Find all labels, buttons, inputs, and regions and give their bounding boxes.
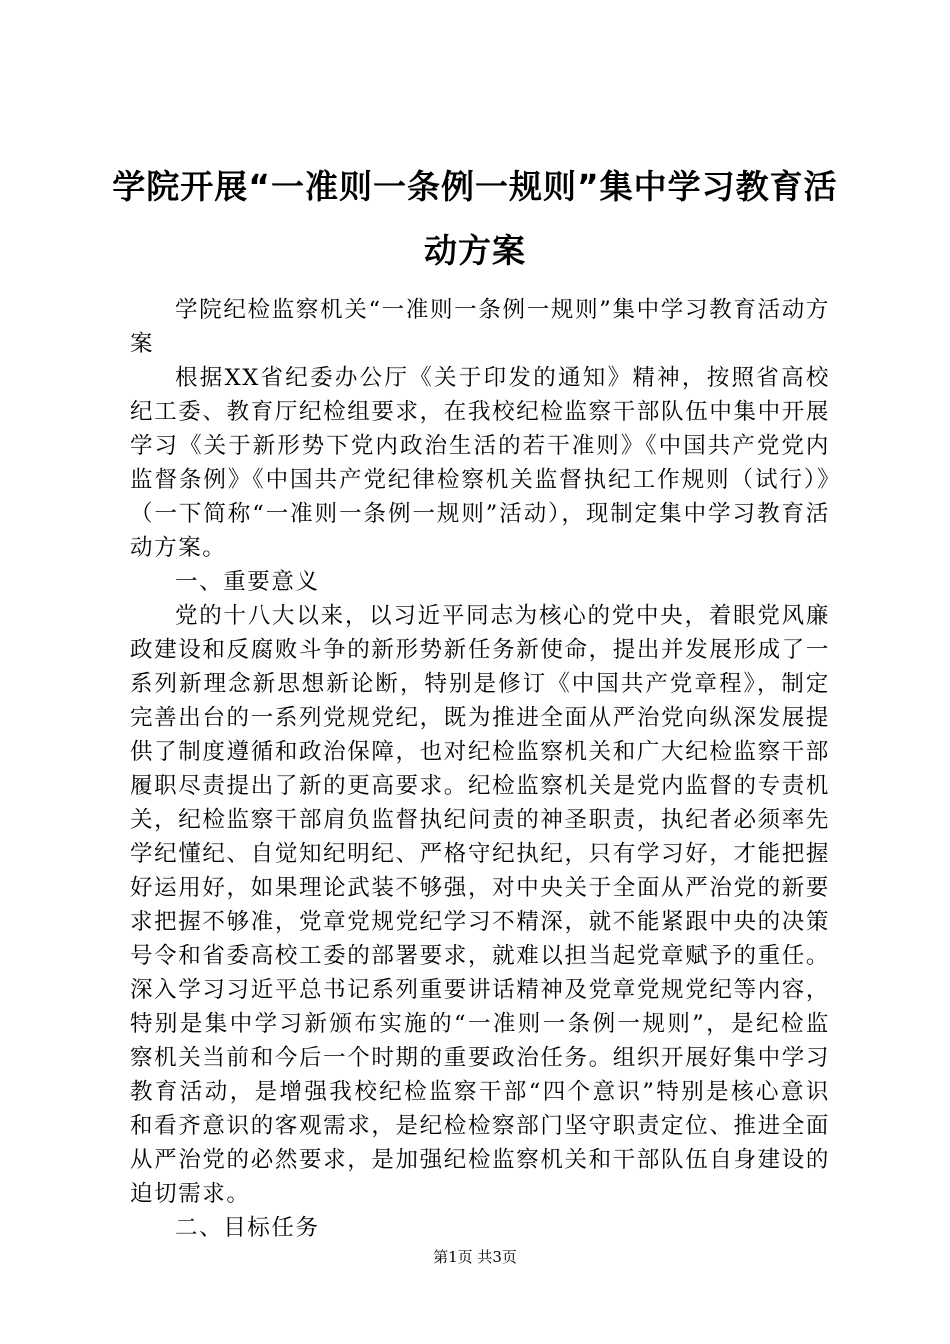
paragraph-significance: 党的十八大以来，以习近平同志为核心的党中央，着眼党风廉政建设和反腐败斗争的新形势新任务新使命，提出并发展形成了一系列新理念新思想新论断，特别是修订《中国共产党章程》，制定完善出台的一系列党规党纪，既为推进全面从严治党向纵深发展提供了制度遵循和政治保障，也对纪检监察机关和广大纪检监察干部履职尽责提出了新的更高要求。纪检监察机关是党内监督的专责机关，纪检监察干部肩负监督执纪问责的神圣职责，执纪者必须率先学纪懂纪、自觉知纪明纪、严格守纪执纪，只有学习好，才能把握好运用好，如果理论武装不够强，对中央关于全面从严治党的新要求把握不够准，党章党规党纪学习不精深，就不能紧跟中央的决策号令和省委高校工委的部署要求，就难以担当起党章赋予的重任。深入学习习近平总书记系列重要讲话精神及党章党规党纪等内容，特别是集中学习新颁布实施的“一准则一条例一规则”，是纪检监察机关当前和今后一个时期的重要政治任务。组织开展好集中学习教育活动，是增强我校纪检监察干部“四个意识”特别是核心意识和看齐意识的客观需求，是纪检检察部门坚守职责定位、推进全面从严治党的必然要求，是加强纪检监察机关和干部队伍自身建设的迫切需求。: [130, 603, 830, 1207]
document-body: [130, 293, 830, 1245]
page-number-footer: 第1页 共3页: [433, 1248, 517, 1266]
section-heading-goals: 二、目标任务: [175, 1215, 320, 1241]
paragraph-subtitle: 学院纪检监察机关“一准则一条例一规则”集中学习教育活动方案: [130, 297, 830, 357]
document-title: 学院开展“一准则一条例一规则”集中学习教育活动方案: [112, 167, 838, 270]
paragraph-basis: 根据XX省纪委办公厅《关于印发的通知》精神，按照省高校纪工委、教育厅纪检组要求，在我校纪检监察干部队伍中集中开展学习《关于新形势下党内政治生活的若干准则》《中国共产党党内监督条例》《中国共产党纪律检察机关监督执纪工作规则（试行）》（一下简称“一准则一条例一规则”活动），现制定集中学习教育活动方案。: [130, 365, 830, 561]
section-heading-significance: 一、重要意义: [175, 569, 320, 595]
